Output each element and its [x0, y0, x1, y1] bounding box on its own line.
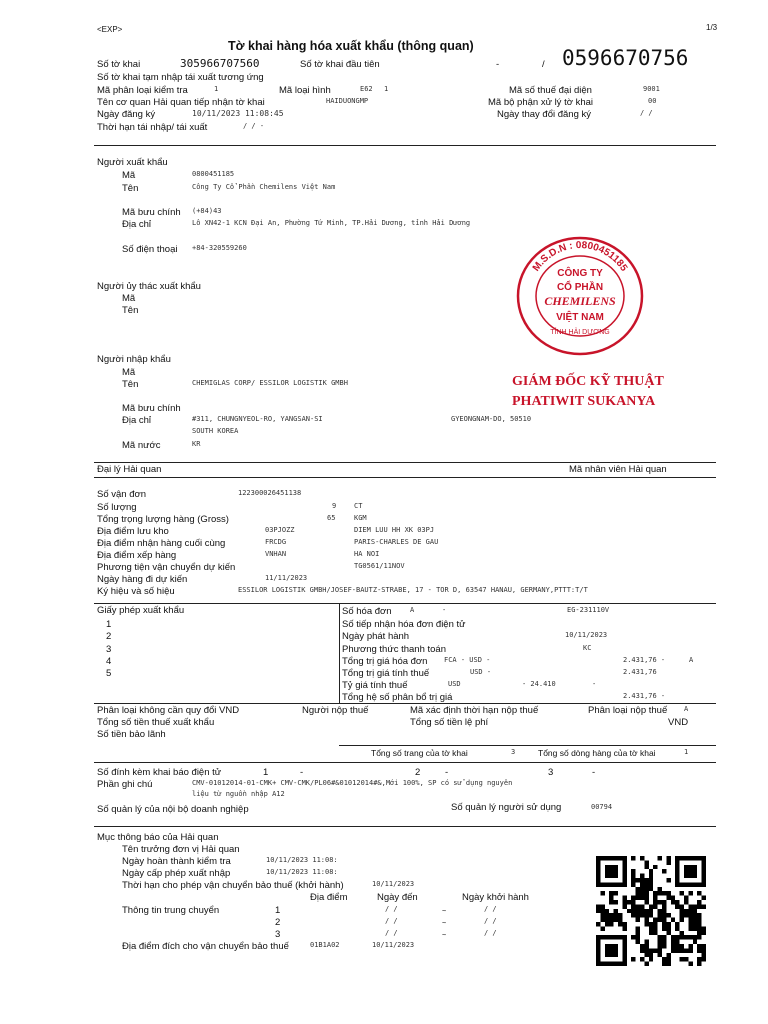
tien-bao-lanh-label: Số tiền bảo lãnh: [97, 729, 166, 740]
ma-so-thue-dd-value: 9001: [643, 85, 660, 93]
col-ngay-den: Ngày đến: [377, 892, 418, 903]
transit-row-kh: / /: [484, 905, 497, 913]
importer-dia-chi-label: Địa chỉ: [122, 415, 152, 426]
customs-staff-label: Mã nhân viên Hải quan: [569, 464, 667, 475]
tong-dong-label: Tổng số dòng hàng của tờ khai: [538, 748, 656, 758]
importer-ten-value: CHEMIGLAS CORP/ ESSILOR LOGISTIK GMBH: [192, 379, 348, 387]
signature-block: [512, 372, 664, 411]
tong-trong-luong-label: Tổng trọng lượng hàng (Gross): [97, 514, 229, 525]
so-to-khai-value: 305966707560: [180, 57, 260, 70]
nguoi-nop-thue-label: Người nộp thuế: [302, 705, 369, 716]
transit-row-num: 3: [275, 929, 281, 940]
transit-row-sep: ~: [442, 931, 447, 939]
so-to-khai-label: Số tờ khai: [97, 59, 141, 70]
importer-ma-buu-chinh-label: Mã bưu chính: [122, 403, 181, 414]
tong-he-so-value: 2.431,76 -: [623, 692, 666, 700]
dia-diem-dich-code: 01B1A02: [310, 941, 340, 949]
license-row-1: 1: [106, 619, 112, 630]
phuong-thuc-value: KC: [583, 644, 592, 652]
importer-ma-nuoc-value: KR: [192, 440, 201, 448]
page-number: 1/3: [706, 23, 718, 32]
thoi-han-cho-phep-label: Thời hạn cho phép vận chuyển bảo thuế (khởi hành): [122, 880, 344, 891]
transit-row-kh: / /: [484, 917, 497, 925]
attach-num-1: 1: [263, 767, 269, 778]
ma-loai-hinh-label: Mã loại hình: [279, 85, 331, 96]
license-row-3: 3: [106, 644, 112, 655]
dash-1: -: [496, 59, 500, 70]
exporter-ten-label: Tên: [122, 183, 139, 194]
ngay-thay-doi-label: Ngày thay đổi đăng ký: [497, 109, 592, 120]
stamp-bottom: TỈNH HẢI DƯƠNG: [550, 329, 610, 336]
tong-dong-value: 1: [684, 748, 689, 756]
license-row-5: 5: [106, 668, 112, 679]
exporter-dia-chi-label: Địa chỉ: [122, 219, 152, 230]
stamp-line-4: VIỆT NAM: [556, 312, 604, 323]
divider: [94, 703, 716, 704]
license-row-2: 2: [106, 631, 112, 642]
ngay-dang-ky-value: 10/11/2023 11:08:45: [192, 109, 284, 118]
phuong-tien-value: TG0561/11NOV: [354, 562, 405, 570]
tong-tri-gia-hd-value: 2.431,76 -: [623, 656, 666, 664]
trustee-section-label: Người ủy thác xuất khẩu: [97, 281, 201, 292]
ma-bo-phan-label: Mã bộ phận xử lý tờ khai: [488, 97, 594, 108]
ngay-hoan-thanh-value: 10/11/2023 11:08:: [266, 856, 338, 864]
so-luong-value: 9: [332, 502, 337, 510]
transit-row-den: / /: [385, 905, 398, 913]
tong-tri-gia-tt-label: Tổng trị giá tính thuế: [342, 668, 430, 679]
ty-gia-value: - 24.410: [522, 680, 556, 688]
so-to-khai-dau-tien-label: Số tờ khai đầu tiên: [300, 59, 380, 70]
trustee-ten-label: Tên: [122, 305, 139, 316]
so-hoa-don-label: Số hóa đơn: [342, 606, 392, 617]
exporter-section-label: Người xuất khẩu: [97, 157, 168, 168]
transit-row-sep: ~: [442, 919, 447, 927]
so-hoa-don-value: EG-231110V: [567, 606, 610, 614]
so-quan-ly-noi-bo-label: Số quản lý của nội bộ doanh nghiệp: [97, 804, 249, 815]
col-ngay-khoi-hanh: Ngày khởi hành: [462, 892, 529, 903]
slash-1: /: [542, 59, 545, 70]
ma-xac-dinh-label: Mã xác định thời hạn nộp thuế: [410, 705, 539, 716]
col-dia-diem: Địa điểm: [310, 892, 348, 903]
qr-code-icon: [596, 856, 706, 966]
declaration-big-number: 0596670756: [562, 46, 689, 70]
importer-dia-chi-line2: SOUTH KOREA: [192, 427, 239, 435]
divider: [94, 145, 716, 146]
ky-hieu-value: ESSILOR LOGISTIK GMBH/JOSEF-BAUTZ-STRABE, 17 - TOR D, 63547 HANAU, GERMANY,PTTT:T/T: [238, 586, 588, 594]
stamp-ring-text: M.S.D.N : 0800451185: [530, 239, 630, 274]
ten-co-quan-value: HAIDUONGMP: [326, 97, 369, 105]
divider: [94, 603, 716, 604]
ngay-phat-hanh-label: Ngày phát hành: [342, 631, 410, 642]
agent-label: Đại lý Hải quan: [97, 464, 162, 475]
attach-dash-2: -: [445, 767, 449, 778]
currency-vnd: VND: [668, 717, 689, 728]
so-van-don-value: 122300026451138: [238, 489, 302, 497]
luu-kho-code: 03PJOZZ: [265, 526, 295, 534]
attach-dash-1: -: [300, 767, 304, 778]
exporter-ma-value: 0800451185: [192, 170, 235, 178]
ma-phan-loai-value: 1: [214, 85, 219, 93]
transit-row-den: / /: [385, 917, 398, 925]
nhan-hang-name: PARIS-CHARLES DE GAU: [354, 538, 439, 546]
divider: [339, 745, 716, 746]
ghi-chu-line-2: liệu từ nguồn nhập A12: [192, 790, 285, 798]
stamp-line-2: CỔ PHẦN: [556, 282, 604, 293]
nhan-hang-code: FRCDG: [265, 538, 287, 546]
transit-row-den: / /: [385, 929, 398, 937]
xep-hang-label: Địa điểm xếp hàng: [97, 550, 177, 561]
tong-trang-label: Tổng số trang của tờ khai: [371, 748, 468, 758]
attach-num-2: 2: [415, 767, 421, 778]
ten-truong-label: Tên trưởng đơn vị Hải quan: [122, 844, 240, 855]
document-type-tag: <EXP>: [97, 25, 123, 34]
importer-dia-chi-line1: #311, CHUNGNYEOL-RO, YANGSAN-SI: [192, 415, 323, 423]
ky-hieu-label: Ký hiệu và số hiệu: [97, 586, 175, 597]
trustee-ma-label: Mã: [122, 293, 136, 304]
exporter-ma-label: Mã: [122, 170, 136, 181]
so-dinh-kem-label: Số đính kèm khai báo điện tử: [97, 767, 222, 778]
importer-dia-chi-line1b: GYEONGNAM-DO, 50510: [451, 415, 532, 423]
tong-tien-le-phi-label: Tổng số tiền lệ phí: [410, 717, 489, 728]
muc-thong-bao-label: Mục thông báo của Hải quan: [97, 832, 219, 843]
exporter-dia-chi-value: Lô XN42-1 KCN Đại An, Phường Tứ Minh, TP.Hải Dương, tỉnh Hải Dương: [192, 219, 471, 227]
so-tiep-nhan-label: Số tiếp nhận hóa đơn điện tử: [342, 619, 466, 630]
thong-tin-label: Thông tin trung chuyển: [122, 905, 220, 916]
tong-tri-gia-hd-code: A: [689, 656, 694, 664]
exporter-ma-buu-chinh-label: Mã bưu chính: [122, 207, 181, 218]
ngay-cap-phep-value: 10/11/2023 11:08:: [266, 868, 338, 876]
phuong-thuc-label: Phương thức thanh toán: [342, 644, 446, 655]
transit-row-sep: ~: [442, 907, 447, 915]
so-hoa-don-dash: -: [442, 606, 447, 614]
luu-kho-label: Địa điểm lưu kho: [97, 526, 169, 537]
ty-gia-currency: USD: [448, 680, 461, 688]
ngay-di-value: 11/11/2023: [265, 574, 308, 582]
nhan-hang-label: Địa điểm nhận hàng cuối cùng: [97, 538, 226, 549]
license-label: Giấy phép xuất khẩu: [97, 605, 185, 616]
phan-loai-nop-thue-value: A: [684, 705, 689, 713]
ghi-chu-line-1: CMV-01012014-01-CMK+ CMV-CMK/PL06#&01012014#&,Mới 100%, SP có sử dụng nguyên: [192, 779, 513, 787]
ten-co-quan-label: Tên cơ quan Hải quan tiếp nhận tờ khai: [97, 97, 265, 108]
importer-ten-label: Tên: [122, 379, 139, 390]
stamp-line-1: CÔNG TY: [557, 268, 603, 279]
tong-trang-value: 3: [511, 748, 516, 756]
transit-row-num: 2: [275, 917, 281, 928]
so-van-don-label: Số vận đơn: [97, 489, 147, 500]
ngay-di-label: Ngày hàng đi dự kiến: [97, 574, 188, 585]
tong-tri-gia-tt-terms: USD -: [470, 668, 492, 676]
thoi-han-cho-phep-value: 10/11/2023: [372, 880, 415, 888]
divider: [94, 477, 716, 478]
company-stamp: [510, 230, 650, 360]
xep-hang-code: VNHAN: [265, 550, 287, 558]
tong-tri-gia-hd-label: Tổng trị giá hóa đơn: [342, 656, 428, 667]
so-luong-unit: CT: [354, 502, 363, 510]
importer-ma-nuoc-label: Mã nước: [122, 440, 161, 451]
phuong-tien-label: Phương tiện vận chuyển dự kiến: [97, 562, 236, 573]
phan-loai-nop-thue-label: Phân loại nộp thuế: [588, 705, 668, 716]
ngay-phat-hanh-value: 10/11/2023: [565, 631, 608, 639]
signer-title: GIÁM ĐỐC KỸ THUẬT: [512, 374, 664, 389]
divider: [94, 462, 716, 463]
ngay-hoan-thanh-label: Ngày hoàn thành kiểm tra: [122, 856, 231, 867]
tong-tien-thue-label: Tổng số tiền thuế xuất khẩu: [97, 717, 215, 728]
tong-tri-gia-hd-terms: FCA - USD -: [444, 656, 491, 664]
stamp-line-3: CHEMILENS: [544, 294, 616, 308]
attach-num-3: 3: [548, 767, 554, 778]
ma-loai-hinh-num: 1: [384, 85, 389, 93]
divider: [339, 603, 340, 703]
luu-kho-name: DIEM LUU HH XK 03PJ: [354, 526, 435, 534]
page-title: Tờ khai hàng hóa xuất khẩu (thông quan): [228, 39, 474, 53]
thoi-han-label: Thời hạn tái nhập/ tái xuất: [97, 122, 208, 133]
tong-he-so-label: Tổng hệ số phân bổ trị giá: [342, 692, 453, 703]
tong-tri-gia-tt-value: 2.431,76: [623, 668, 657, 676]
divider: [94, 826, 716, 827]
exporter-ma-buu-chinh-value: (+84)43: [192, 207, 222, 215]
so-luong-label: Số lượng: [97, 502, 137, 513]
dia-diem-dich-label: Địa điểm đích cho vận chuyển bảo thuế: [122, 941, 289, 952]
exporter-phone-label: Số điện thoại: [122, 244, 178, 255]
xep-hang-name: HA NOI: [354, 550, 380, 558]
ma-phan-loai-label: Mã phân loại kiểm tra: [97, 85, 188, 96]
ngay-thay-doi-value: / /: [640, 109, 653, 117]
license-row-4: 4: [106, 656, 112, 667]
signer-name: PHATIWIT SUKANYA: [512, 393, 656, 409]
tong-trong-luong-value: 65: [327, 514, 336, 522]
thoi-han-value: / / -: [243, 122, 265, 130]
so-tk-tam-nhap-label: Số tờ khai tạm nhập tái xuất tương ứng: [97, 72, 264, 83]
divider: [94, 762, 716, 763]
so-quan-ly-nsd-label: Số quản lý người sử dụng: [451, 802, 562, 813]
transit-row-num: 1: [275, 905, 281, 916]
tong-trong-luong-unit: KGM: [354, 514, 367, 522]
attach-dash-3: -: [592, 767, 596, 778]
importer-ma-label: Mã: [122, 367, 136, 378]
exporter-ten-value: Công Ty Cổ Phần Chemilens Việt Nam: [192, 183, 336, 191]
phan-loai-khong-can-label: Phân loại không cần quy đổi VND: [97, 705, 240, 716]
transit-row-kh: / /: [484, 929, 497, 937]
ma-so-thue-dd-label: Mã số thuế đại diện: [509, 85, 592, 96]
ty-gia-dash: -: [592, 680, 597, 688]
ty-gia-label: Tỷ giá tính thuế: [342, 680, 408, 691]
ngay-dang-ky-label: Ngày đăng ký: [97, 109, 156, 120]
ma-bo-phan-value: 00: [648, 97, 657, 105]
phan-ghi-chu-label: Phần ghi chú: [97, 779, 153, 790]
importer-section-label: Người nhập khẩu: [97, 354, 171, 365]
so-quan-ly-nsd-value: 00794: [591, 803, 613, 811]
ma-loai-hinh-value: E62: [360, 85, 373, 93]
so-hoa-don-a: A: [410, 606, 415, 614]
ngay-cap-phep-label: Ngày cấp phép xuất nhập: [122, 868, 231, 879]
exporter-phone-value: +84-320559260: [192, 244, 247, 252]
dia-diem-dich-date: 10/11/2023: [372, 941, 415, 949]
